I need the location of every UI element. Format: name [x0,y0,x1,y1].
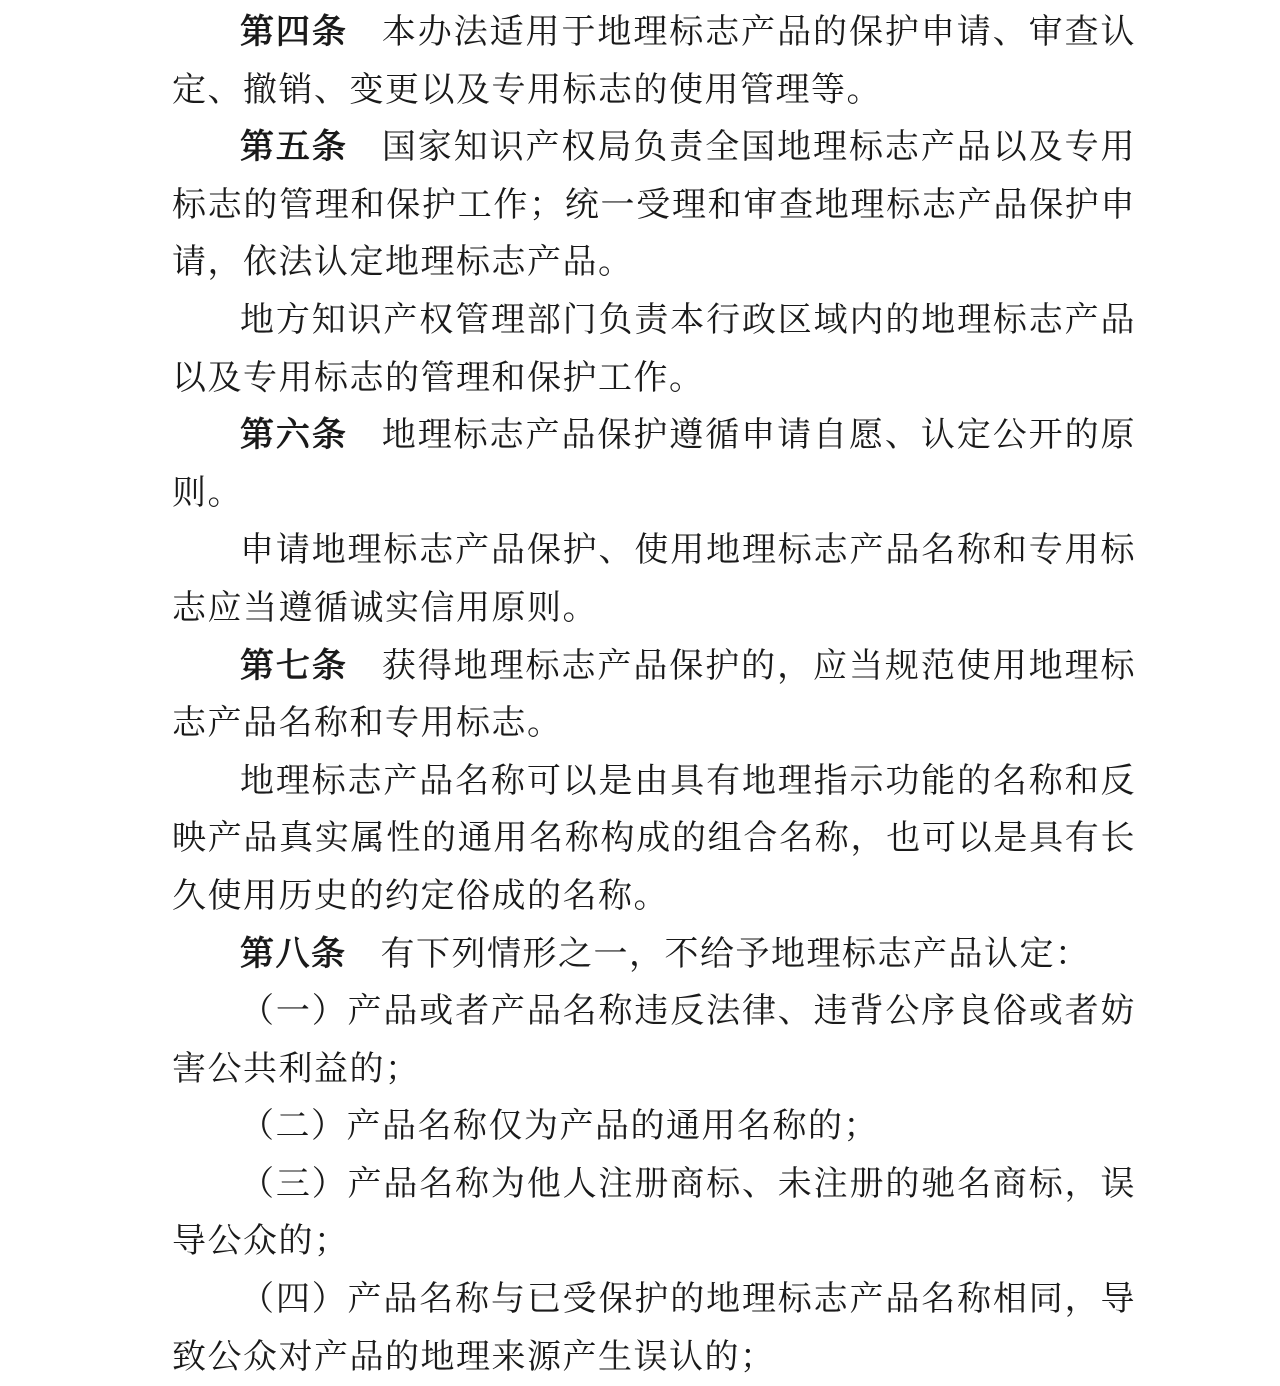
article-5 [172,119,1136,407]
article-6 [172,407,1136,637]
article-paragraph [172,4,1136,119]
article-paragraph [172,926,1136,984]
article-text: 本办法适用于地理标志产品的保护申请、审查认定、撤销、变更以及专用标志的使用管理等。 [172,12,1136,110]
article-text: 地理标志产品保护遵循申请自愿、认定公开的原则。 [172,415,1136,513]
article-paragraph: 地理标志产品名称可以是由具有地理指示功能的名称和反映产品真实属性的通用名称构成的组合名称，也可以是具有长久使用历史的约定俗成的名称。 [172,753,1136,926]
article-heading: 第四条 [240,12,348,52]
article-paragraph [172,638,1136,753]
article-8 [172,926,1136,1386]
article-paragraph: 申请地理标志产品保护、使用地理标志产品名称和专用标志应当遵循诚实信用原则。 [172,522,1136,637]
article-4 [172,4,1136,119]
article-text: 国家知识产权局负责全国地理标志产品以及专用标志的管理和保护工作；统一受理和审查地理标志产品保护申请，依法认定地理标志产品。 [172,127,1136,282]
article-paragraph: 地方知识产权管理部门负责本行政区域内的地理标志产品以及专用标志的管理和保护工作。 [172,292,1136,407]
list-item: （一）产品或者产品名称违反法律、违背公序良俗或者妨害公共利益的； [172,983,1136,1098]
article-heading: 第八条 [240,934,347,974]
list-item: （四）产品名称与已受保护的地理标志产品名称相同，导致公众对产品的地理来源产生误认的； [172,1271,1136,1386]
article-7 [172,638,1136,926]
list-item: （二）产品名称仅为产品的通用名称的； [172,1098,1136,1156]
article-paragraph [172,407,1136,522]
article-heading: 第七条 [240,646,348,686]
article-text: 有下列情形之一，不给予地理标志产品认定： [381,934,1091,974]
article-heading: 第六条 [240,415,348,455]
article-text: 获得地理标志产品保护的，应当规范使用地理标志产品名称和专用标志。 [172,646,1136,744]
article-paragraph [172,119,1136,292]
article-heading: 第五条 [240,127,348,167]
list-item: （三）产品名称为他人注册商标、未注册的驰名商标，误导公众的； [172,1156,1136,1271]
document-page [172,4,1136,1386]
